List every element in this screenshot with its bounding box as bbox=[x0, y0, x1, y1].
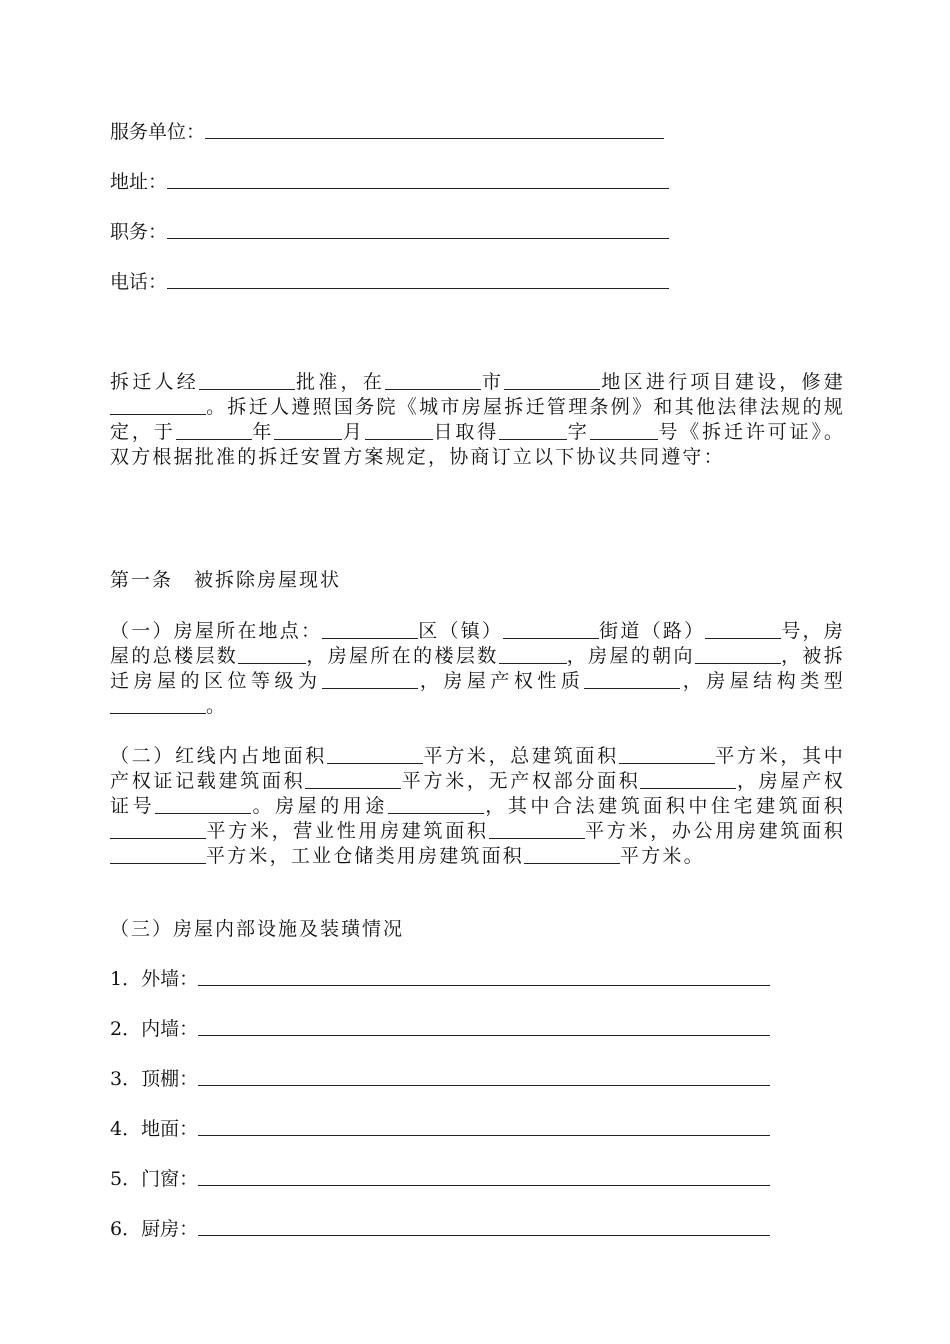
intro-paragraph bbox=[110, 370, 845, 470]
fill-in-blank[interactable] bbox=[365, 421, 433, 440]
fill-in-blank[interactable] bbox=[322, 670, 418, 689]
fill-in-blank[interactable] bbox=[198, 1165, 770, 1186]
fill-in-blank[interactable] bbox=[504, 371, 600, 390]
text: 。 bbox=[206, 695, 228, 717]
facility-doors-windows bbox=[110, 1161, 770, 1191]
fill-in-blank[interactable] bbox=[198, 1065, 770, 1086]
text: 平方米，办公用房建筑面积 bbox=[584, 820, 845, 842]
fill-in-blank[interactable] bbox=[327, 745, 423, 764]
text: 。拆迁人遵照国务院《城市房屋拆迁管理条例》和其他法律法规的规定，于 bbox=[110, 396, 845, 443]
text: 平方米，工业仓储类用房建筑面积 bbox=[206, 845, 525, 867]
phone-field bbox=[110, 264, 669, 294]
text: ，房屋产权证号 bbox=[110, 770, 845, 817]
text: 年 bbox=[251, 421, 275, 443]
fill-in-blank[interactable] bbox=[198, 1215, 770, 1236]
fill-in-blank[interactable] bbox=[640, 770, 736, 789]
fill-in-blank[interactable] bbox=[503, 620, 599, 639]
text: 号，房屋的总楼层数 bbox=[110, 620, 845, 667]
fill-in-blank[interactable] bbox=[274, 421, 342, 440]
field-label: 2．内墙： bbox=[110, 1018, 199, 1040]
text: 市 bbox=[481, 371, 505, 393]
facility-kitchen bbox=[110, 1211, 770, 1241]
text: 日取得 bbox=[432, 421, 500, 443]
text: 。房屋的用途 bbox=[251, 795, 388, 817]
fill-in-blank[interactable] bbox=[238, 645, 306, 664]
fill-in-blank[interactable] bbox=[167, 218, 669, 239]
fill-in-blank[interactable] bbox=[167, 268, 669, 289]
field-label: 地址： bbox=[110, 171, 168, 193]
field-label: 4．地面： bbox=[110, 1118, 199, 1140]
fill-in-blank[interactable] bbox=[489, 820, 585, 839]
fill-in-blank[interactable] bbox=[205, 118, 664, 139]
service-unit-field bbox=[110, 114, 664, 144]
fill-in-blank[interactable] bbox=[388, 795, 484, 814]
text: 平方米，无产权部分面积 bbox=[401, 770, 641, 792]
text: （一）房屋所在地点： bbox=[110, 620, 323, 642]
fill-in-blank[interactable] bbox=[155, 795, 251, 814]
fill-in-blank[interactable] bbox=[110, 820, 206, 839]
field-label: 5．门窗： bbox=[110, 1168, 199, 1190]
fill-in-blank[interactable] bbox=[695, 645, 781, 664]
text: 平方米，营业性用房建筑面积 bbox=[206, 820, 489, 842]
fill-in-blank[interactable] bbox=[198, 1015, 770, 1036]
fill-in-blank[interactable] bbox=[322, 620, 418, 639]
text: ，房屋所在的楼层数 bbox=[306, 645, 499, 667]
text: 区（镇） bbox=[418, 620, 504, 642]
section-3-title: （三）房屋内部设施及装璜情况 bbox=[110, 918, 405, 940]
position-field bbox=[110, 214, 669, 244]
text: 地区进行项目建设，修建 bbox=[600, 371, 845, 393]
field-label: 6．厨房： bbox=[110, 1218, 199, 1240]
text: 号《拆迁许可证》。双方根据批准的拆迁安置方案规定，协商订立以下协议共同遵守： bbox=[110, 421, 846, 468]
text: 街道（路） bbox=[599, 620, 706, 642]
text: 月 bbox=[342, 421, 365, 443]
field-label: 服务单位： bbox=[110, 121, 206, 143]
fill-in-blank[interactable] bbox=[176, 421, 252, 440]
text: ，其中合法建筑面积中住宅建筑面积 bbox=[483, 795, 846, 817]
fill-in-blank[interactable] bbox=[499, 645, 567, 664]
fill-in-blank[interactable] bbox=[584, 670, 680, 689]
section-1-paragraph bbox=[110, 619, 845, 719]
text: 平方米。 bbox=[620, 845, 705, 867]
section-2-paragraph bbox=[110, 744, 845, 869]
text: （二）红线内占地面积 bbox=[110, 745, 327, 767]
text: ，被拆迁房屋的区位等级为 bbox=[110, 645, 845, 692]
text: 平方米，总建筑面积 bbox=[423, 745, 619, 767]
fill-in-blank[interactable] bbox=[590, 421, 658, 440]
fill-in-blank[interactable] bbox=[198, 1115, 770, 1136]
field-label: 3．顶棚： bbox=[110, 1068, 199, 1090]
text: 拆迁人经 bbox=[110, 371, 199, 393]
fill-in-blank[interactable] bbox=[110, 695, 206, 714]
text: 平方米，其中产权证记载建筑面积 bbox=[110, 745, 845, 792]
text: 批准，在 bbox=[294, 371, 386, 393]
field-label: 职务： bbox=[110, 221, 168, 243]
text: 字 bbox=[567, 421, 590, 443]
address-field bbox=[110, 164, 669, 194]
facility-exterior-wall bbox=[110, 961, 770, 991]
fill-in-blank[interactable] bbox=[167, 168, 669, 189]
field-label: 电话： bbox=[110, 271, 168, 293]
text: ，房屋的朝向 bbox=[566, 645, 695, 667]
fill-in-blank[interactable] bbox=[619, 745, 715, 764]
text: ，房屋结构类型 bbox=[680, 670, 845, 692]
text: ，房屋产权性质 bbox=[417, 670, 585, 692]
fill-in-blank[interactable] bbox=[110, 845, 206, 864]
fill-in-blank[interactable] bbox=[499, 421, 567, 440]
fill-in-blank[interactable] bbox=[524, 845, 620, 864]
article-1-title: 第一条 被拆除房屋现状 bbox=[110, 569, 342, 591]
fill-in-blank[interactable] bbox=[199, 371, 295, 390]
fill-in-blank[interactable] bbox=[305, 770, 401, 789]
fill-in-blank[interactable] bbox=[110, 396, 206, 415]
field-label: 1．外墙： bbox=[110, 968, 199, 990]
facility-interior-wall bbox=[110, 1011, 770, 1041]
fill-in-blank[interactable] bbox=[705, 620, 781, 639]
facility-ceiling bbox=[110, 1061, 770, 1091]
facility-floor bbox=[110, 1111, 770, 1141]
fill-in-blank[interactable] bbox=[385, 371, 481, 390]
fill-in-blank[interactable] bbox=[198, 965, 770, 986]
